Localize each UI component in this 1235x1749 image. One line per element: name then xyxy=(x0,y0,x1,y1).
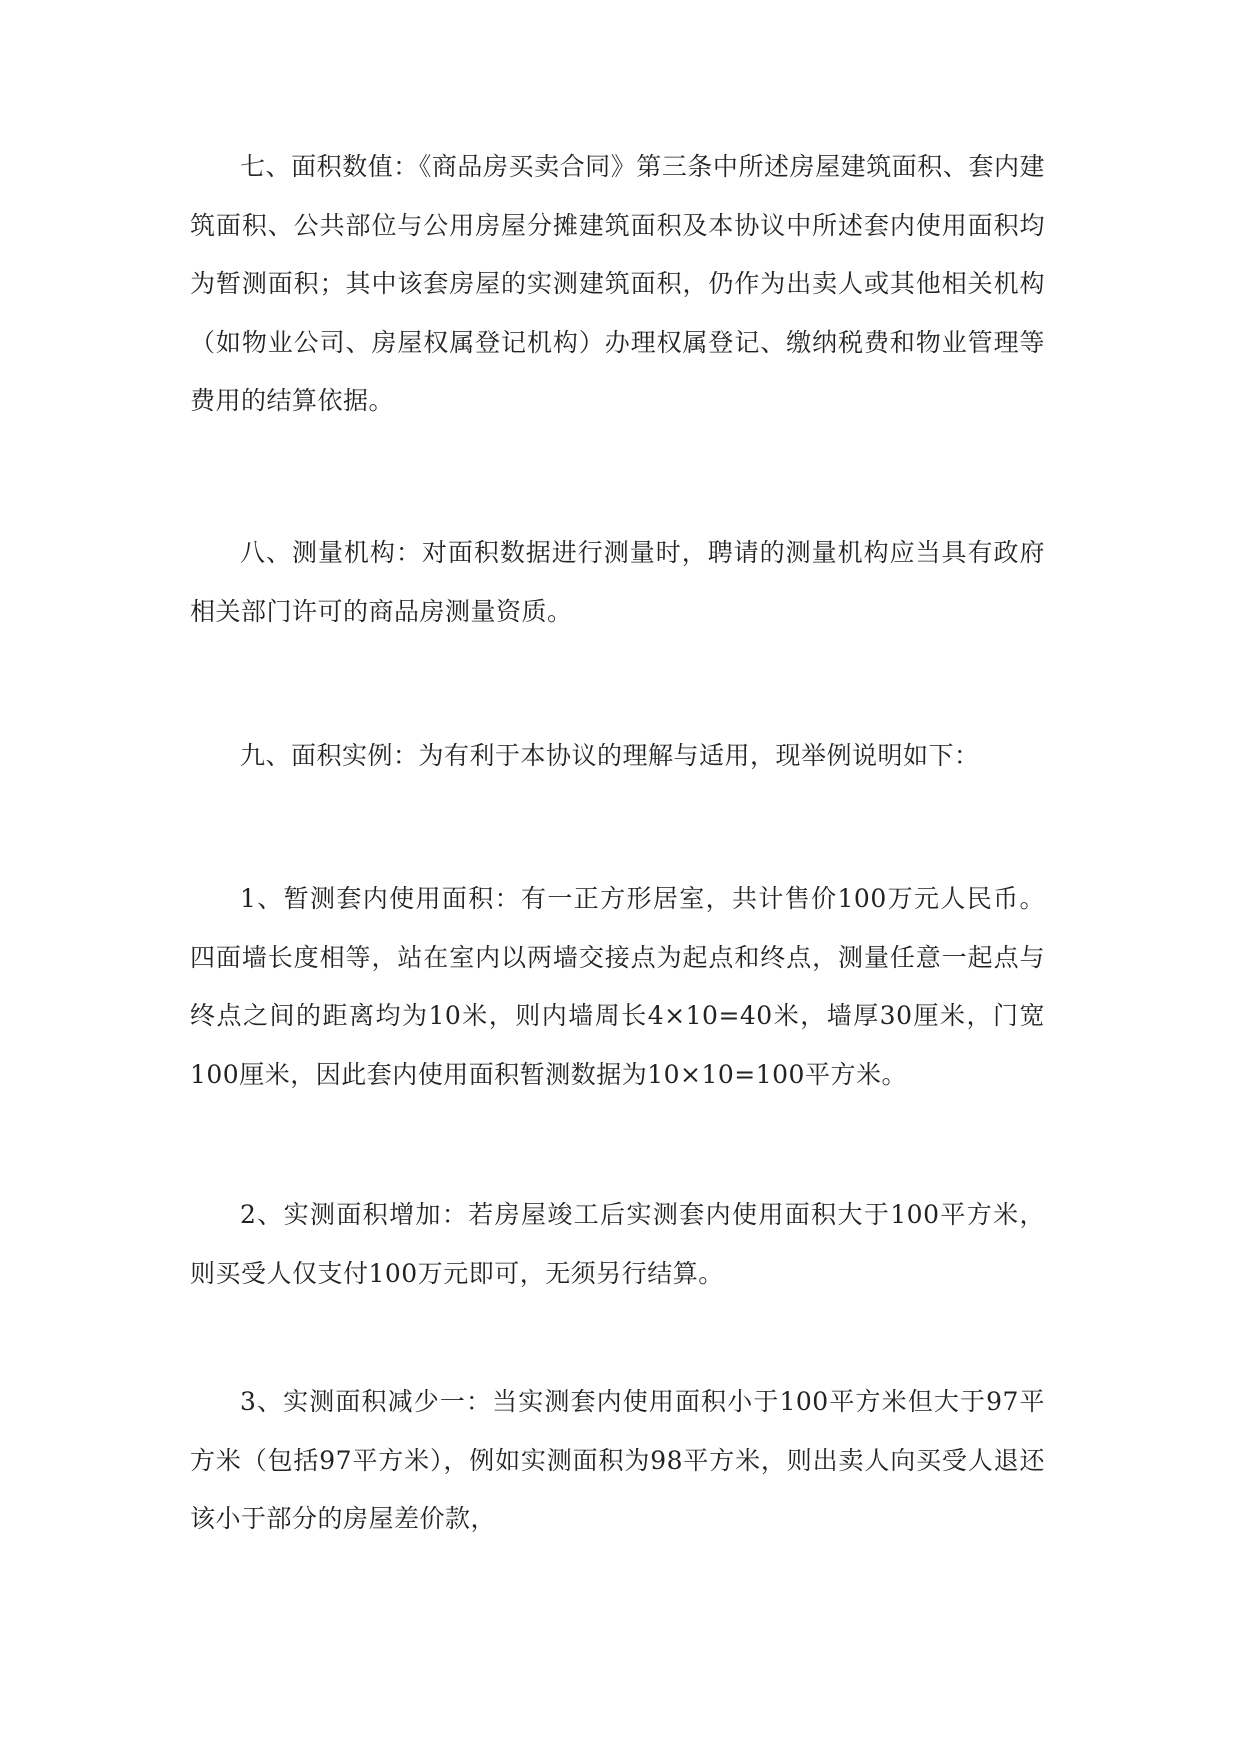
paragraph-area-examples: 九、面积实例：为有利于本协议的理解与适用，现举例说明如下： xyxy=(240,741,980,770)
paragraph-example-3: 3、实测面积减少一：当实测套内使用面积小于100平方米但大于97平方米（包括97平方米），例如实测面积为98平方米，则出卖人向买受人退还该小于部分的房屋差价款， xyxy=(190,1387,1045,1533)
paragraph-survey-agency: 八、测量机构：对面积数据进行测量时，聘请的测量机构应当具有政府相关部门许可的商品房测量资质。 xyxy=(190,538,1045,626)
paragraph-area-values: 七、面积数值：《商品房买卖合同》第三条中所述房屋建筑面积、套内建筑面积、公共部位与公用房屋分摊建筑面积及本协议中所述套内使用面积均为暂测面积；其中该套房屋的实测建筑面积，仍作为出卖人或其他相关机构（如物业公司、房屋权属登记机构）办理权属登记、缴纳税费和物业管理等费用的结算依据。 xyxy=(190,152,1045,415)
paragraph-example-1: 1、暂测套内使用面积：有一正方形居室，共计售价100万元人民币。四面墙长度相等，站在室内以两墙交接点为起点和终点，测量任意一起点与终点之间的距离均为10米，则内墙周长4×10=40米，墙厚30厘米，门宽100厘米，因此套内使用面积暂测数据为10×10=100平方米。 xyxy=(190,884,1045,1089)
paragraph-example-2: 2、实测面积增加：若房屋竣工后实测套内使用面积大于100平方米，则买受人仅支付100万元即可，无须另行结算。 xyxy=(190,1200,1045,1288)
